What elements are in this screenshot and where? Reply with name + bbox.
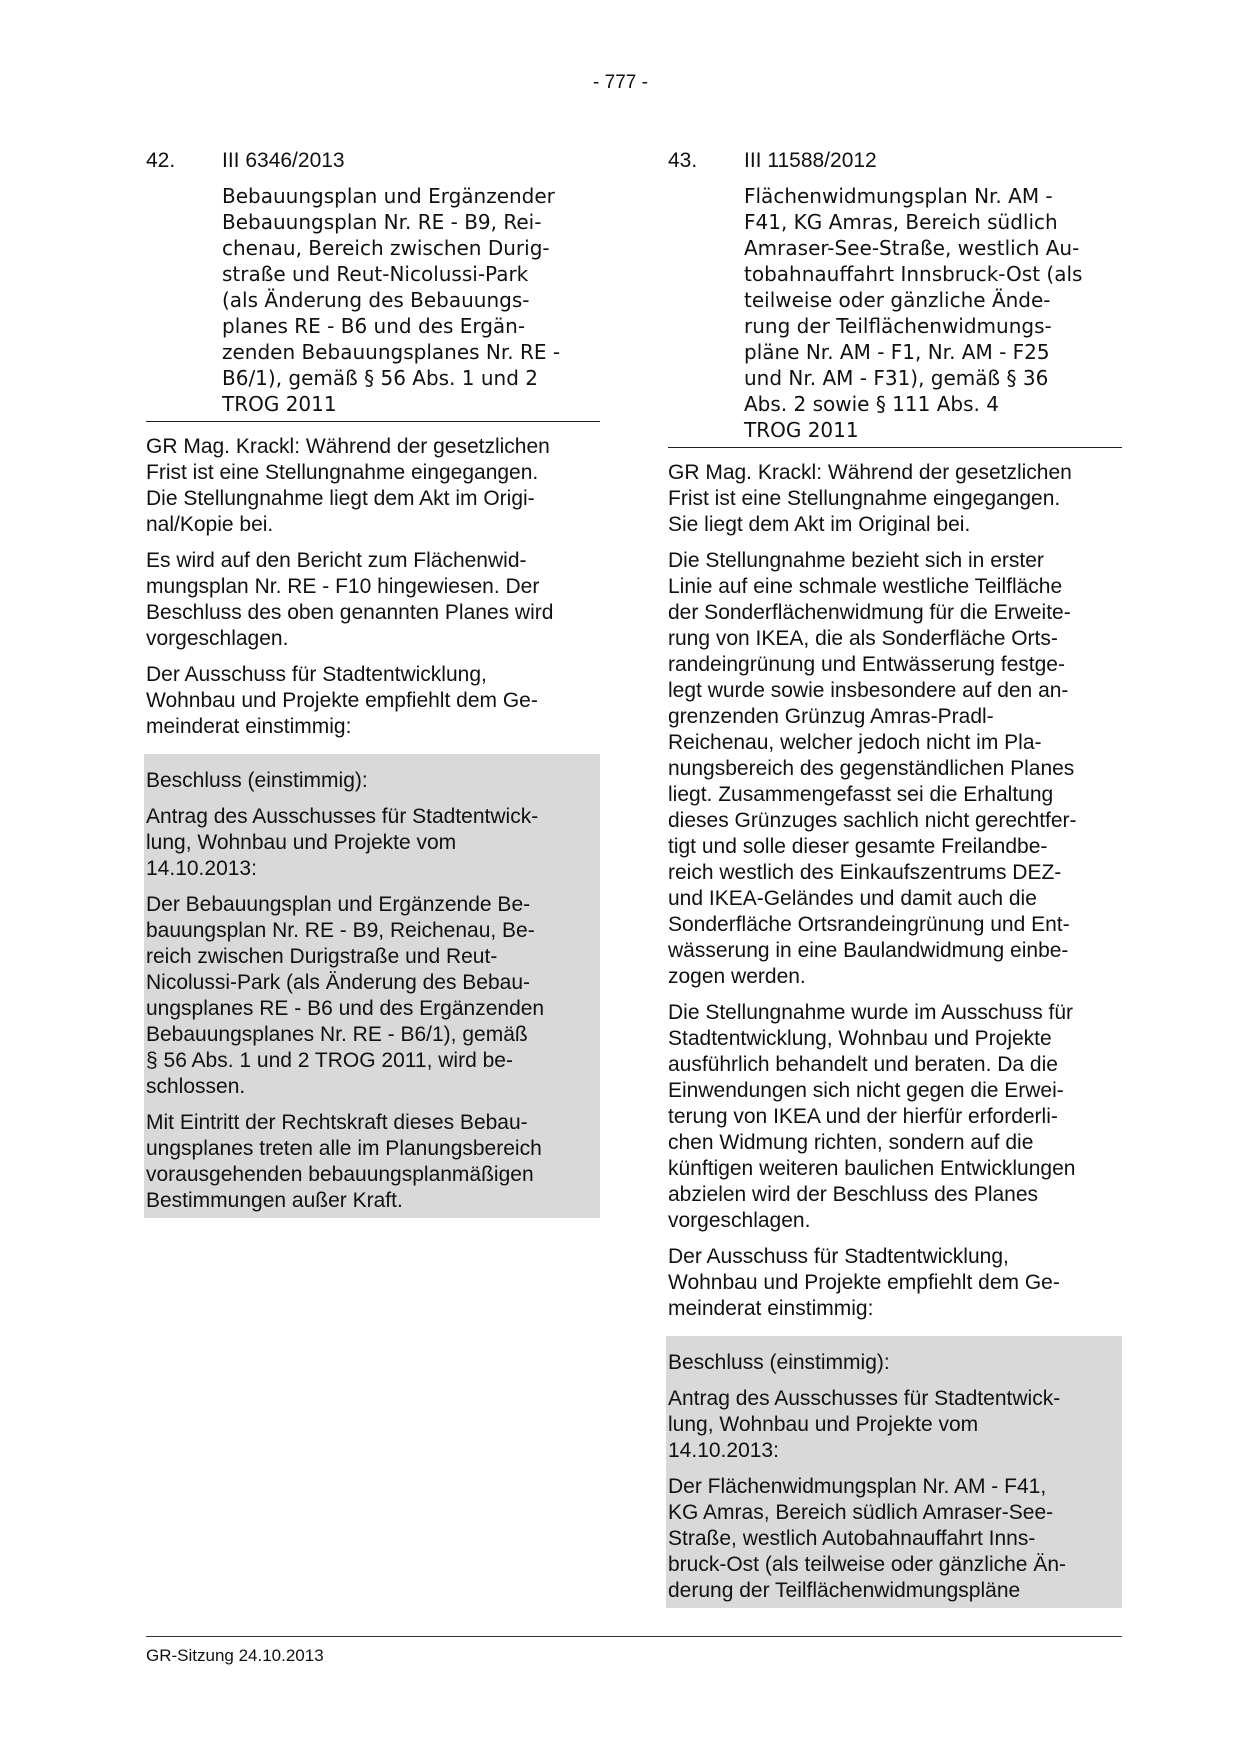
text-line: derung der Teilflächenwidmungspläne [668, 1579, 1021, 1602]
text-line: rung von IKEA, die als Sonderfläche Orts- [668, 627, 1058, 650]
text-line: Sonderfläche Ortsrandeingrünung und Ent- [668, 913, 1070, 936]
title-line: Amraser-See-Straße, westlich Au- [744, 236, 1080, 260]
title-line: (als Änderung des Bebauungs- [222, 288, 530, 312]
title-line: B6/1), gemäß § 56 Abs. 1 und 2 [222, 366, 539, 390]
agenda-item-43 [668, 148, 1122, 1608]
text-line: Sie liegt dem Akt im Original bei. [668, 513, 971, 536]
item-header [668, 148, 1122, 174]
text-line: Mit Eintritt der Rechtskraft dieses Bebau- [146, 1111, 528, 1134]
text-line: grenzenden Grünzug Amras-Pradl- [668, 705, 994, 728]
text-line: Der Bebauungsplan und Ergänzende Be- [146, 893, 531, 916]
body-paragraphs [668, 460, 1122, 1322]
text-line: meinderat einstimmig: [146, 715, 352, 738]
text-line: abzielen wird der Beschluss des Planes [668, 1183, 1039, 1206]
text-line: bruck-Ost (als teilweise oder gänzliche Än- [668, 1553, 1066, 1576]
text-line: der Sonderflächenwidmung für die Erweite- [668, 601, 1071, 624]
agenda-item-42 [146, 148, 600, 1218]
title-line: zenden Bebauungsplanes Nr. RE - [222, 340, 561, 364]
title-line: Bebauungsplan und Ergänzender [222, 184, 555, 208]
text-line: Der Flächenwidmungsplan Nr. AM - F41, [668, 1475, 1047, 1498]
paragraph [668, 1244, 1122, 1322]
text-line: lung, Wohnbau und Projekte vom [668, 1413, 979, 1436]
text-line: reich zwischen Durigstraße und Reut- [146, 945, 498, 968]
paragraph [146, 662, 600, 740]
title-line: TROG 2011 [744, 418, 859, 442]
text-line: mungsplan Nr. RE - F10 hingewiesen. Der [146, 575, 540, 598]
title-line: chenau, Bereich zwischen Durig- [222, 236, 550, 260]
text-line: Beschluss (einstimmig): [668, 1351, 890, 1374]
footer-divider [146, 1636, 1122, 1637]
text-line: Beschluss (einstimmig): [146, 769, 368, 792]
title-line: pläne Nr. AM - F1, Nr. AM - F25 [744, 340, 1050, 364]
text-line: schlossen. [146, 1075, 246, 1098]
footer-text: GR-Sitzung 24.10.2013 [146, 1646, 324, 1665]
title-line: planes RE - B6 und des Ergän- [222, 314, 526, 338]
text-line: § 56 Abs. 1 und 2 TROG 2011, wird be- [146, 1049, 513, 1072]
item-number: 42. [146, 149, 176, 172]
text-line: bauungsplan Nr. RE - B9, Reichenau, Be- [146, 919, 535, 942]
paragraph [146, 548, 600, 652]
item-title [744, 183, 1122, 443]
title-line: TROG 2011 [222, 392, 337, 416]
text-line: ungsplanes treten alle im Planungsbereich [146, 1137, 542, 1160]
title-line: F41, KG Amras, Bereich südlich [744, 210, 1058, 234]
item-header [146, 148, 600, 174]
text-line: terung von IKEA und der hierfür erforderli- [668, 1105, 1058, 1128]
item-reference: III 11588/2012 [744, 149, 877, 172]
text-line: nungsbereich des gegenständlichen Planes [668, 757, 1075, 780]
text-line: Der Ausschuss für Stadtentwicklung, [668, 1245, 1009, 1268]
text-line: Die Stellungnahme wurde im Ausschuss für [668, 1001, 1074, 1024]
title-line: Bebauungsplan Nr. RE - B9, Rei- [222, 210, 542, 234]
body-paragraphs [146, 434, 600, 740]
text-line: Nicolussi-Park (als Änderung des Bebau- [146, 971, 531, 994]
paragraph [668, 460, 1122, 538]
title-line: tobahnauffahrt Innsbruck-Ost (als [744, 262, 1083, 286]
text-line: KG Amras, Bereich südlich Amraser-See- [668, 1501, 1054, 1524]
text-line: vorgeschlagen. [146, 627, 289, 650]
text-line: Beschluss des oben genannten Planes wird [146, 601, 554, 624]
text-line: reich westlich des Einkaufszentrums DEZ- [668, 861, 1062, 884]
text-line: künftigen weiteren baulichen Entwicklungen [668, 1157, 1076, 1180]
page-number: - 777 - [593, 72, 648, 93]
text-line: ungsplanes RE - B6 und des Ergänzenden [146, 997, 545, 1020]
text-line: randeingrünung und Entwässerung festge- [668, 653, 1065, 676]
title-line: teilweise oder gänzliche Ände- [744, 288, 1051, 312]
paragraph [146, 434, 600, 538]
text-line: wässerung in eine Baulandwidmung einbe- [668, 939, 1069, 962]
text-line: Stadtentwicklung, Wohnbau und Projekte [668, 1027, 1052, 1050]
paragraph [146, 768, 598, 794]
paragraph [668, 1000, 1122, 1234]
text-line: Linie auf eine schmale westliche Teilfläche [668, 575, 1063, 598]
paragraph [146, 804, 598, 882]
text-line: Der Ausschuss für Stadtentwicklung, [146, 663, 487, 686]
text-line: vorgeschlagen. [668, 1209, 811, 1232]
resolution-box [144, 754, 600, 1218]
text-line: chen Widmung richten, sondern auf die [668, 1131, 1034, 1154]
text-line: Reichenau, welcher jedoch nicht im Pla- [668, 731, 1042, 754]
item-reference: III 6346/2013 [222, 149, 345, 172]
text-line: legt wurde sowie insbesondere auf den an- [668, 679, 1069, 702]
text-line: Straße, westlich Autobahnauffahrt Inns- [668, 1527, 1036, 1550]
title-line: Abs. 2 sowie § 111 Abs. 4 [744, 392, 999, 416]
text-line: ausführlich behandelt und beraten. Da die [668, 1053, 1058, 1076]
text-line: Die Stellungnahme liegt dem Akt im Origi- [146, 487, 535, 510]
item-title [222, 183, 600, 417]
text-line: GR Mag. Krackl: Während der gesetzlichen [668, 461, 1072, 484]
text-line: liegt. Zusammengefasst sei die Erhaltung [668, 783, 1054, 806]
divider [146, 421, 600, 422]
text-line: nal/Kopie bei. [146, 513, 274, 536]
text-line: 14.10.2013: [668, 1439, 779, 1462]
paragraph [146, 892, 598, 1100]
text-line: und IKEA-Geländes und damit auch die [668, 887, 1037, 910]
text-line: Frist ist eine Stellungnahme eingegangen. [668, 487, 1061, 510]
text-line: 14.10.2013: [146, 857, 257, 880]
title-line: straße und Reut-Nicolussi-Park [222, 262, 529, 286]
text-line: tigt und solle dieser gesamte Freilandbe- [668, 835, 1048, 858]
text-line: Wohnbau und Projekte empfiehlt dem Ge- [146, 689, 538, 712]
title-line: und Nr. AM - F31), gemäß § 36 [744, 366, 1049, 390]
item-number: 43. [668, 149, 698, 172]
text-line: Antrag des Ausschusses für Stadtentwick- [668, 1387, 1061, 1410]
text-line: Antrag des Ausschusses für Stadtentwick- [146, 805, 539, 828]
text-line: dieses Grünzuges sachlich nicht gerechtfer- [668, 809, 1077, 832]
text-line: Die Stellungnahme bezieht sich in erster [668, 549, 1044, 572]
paragraph [146, 1110, 598, 1214]
text-line: GR Mag. Krackl: Während der gesetzlichen [146, 435, 550, 458]
text-line: Bestimmungen außer Kraft. [146, 1189, 403, 1212]
text-line: Wohnbau und Projekte empfiehlt dem Ge- [668, 1271, 1060, 1294]
paragraph [668, 1474, 1120, 1604]
paragraph [668, 548, 1122, 990]
paragraph [668, 1350, 1120, 1376]
text-line: meinderat einstimmig: [668, 1297, 874, 1320]
divider [668, 447, 1122, 448]
text-line: lung, Wohnbau und Projekte vom [146, 831, 457, 854]
text-line: zogen werden. [668, 965, 806, 988]
text-line: Bebauungsplanes Nr. RE - B6/1), gemäß [146, 1023, 528, 1046]
resolution-box [666, 1336, 1122, 1608]
text-line: vorausgehenden bebauungsplanmäßigen [146, 1163, 534, 1186]
paragraph [668, 1386, 1120, 1464]
title-line: rung der Teilflächenwidmungs- [744, 314, 1052, 338]
title-line: Flächenwidmungsplan Nr. AM - [744, 184, 1053, 208]
text-line: Es wird auf den Bericht zum Flächenwid- [146, 549, 527, 572]
text-line: Einwendungen sich nicht gegen die Erwei- [668, 1079, 1064, 1102]
text-line: Frist ist eine Stellungnahme eingegangen. [146, 461, 539, 484]
